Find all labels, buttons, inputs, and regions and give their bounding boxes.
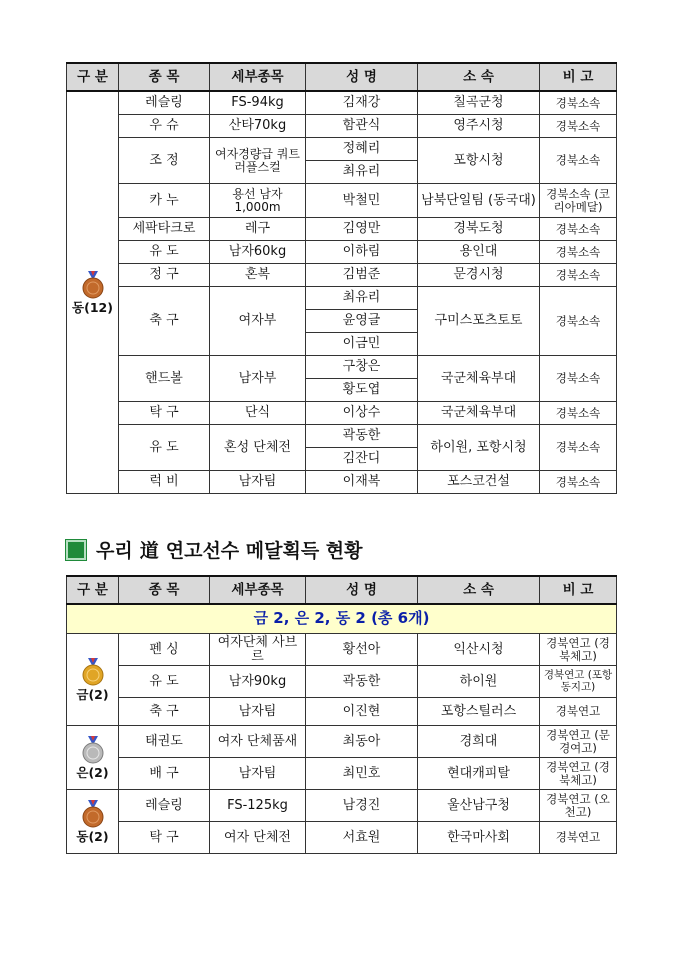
table-row [67,91,617,115]
sport-cell: 핸드볼 [119,356,210,402]
bronze-medal-icon [82,271,104,299]
bronze-medal-icon [82,800,104,828]
header-category: 구 분 [67,576,119,604]
table-row [67,264,617,287]
org-cell: 문경시청 [418,264,540,287]
note-cell: 경북연고 (포항동지고) [540,666,617,698]
table-row [67,115,617,138]
bronze-medal-table [66,62,617,494]
org-cell: 한국마사회 [418,822,540,854]
sport-cell: 유 도 [119,425,210,471]
note-cell: 경북연고 [540,698,617,726]
name-cell: 황도엽 [306,379,418,402]
grade-cell-silver [67,726,119,790]
name-cell: 구창은 [306,356,418,379]
sport-cell: 축 구 [119,698,210,726]
sport-cell: 조 정 [119,138,210,184]
name-cell: 김영만 [306,218,418,241]
table-row [67,822,617,854]
detail-cell: 남자팀 [210,758,306,790]
org-cell: 국군체육부대 [418,356,540,402]
detail-cell: 용선 남자1,000m [210,184,306,218]
name-cell: 최동아 [306,726,418,758]
name-cell: 이하림 [306,241,418,264]
section-title-c: 연고선수 메달획득 현황 [165,540,363,562]
name-cell: 서효원 [306,822,418,854]
table-row [67,241,617,264]
header-sport: 종 목 [119,576,210,604]
name-cell: 최유리 [306,287,418,310]
sport-cell: 배 구 [119,758,210,790]
header-sport: 종 목 [119,63,210,91]
sport-cell: 태권도 [119,726,210,758]
org-cell: 익산시청 [418,634,540,666]
detail-cell: 혼복 [210,264,306,287]
grade-cell-gold [67,634,119,726]
grade-label: 동(12) [72,299,113,315]
detail-cell: 레구 [210,218,306,241]
header-detail: 세부종목 [210,576,306,604]
section-title-b: 道 [139,540,159,562]
sport-cell: 축 구 [119,287,210,356]
sport-cell: 레슬링 [119,790,210,822]
note-cell: 경북소속 [540,264,617,287]
org-cell: 구미스포츠토토 [418,287,540,356]
name-cell: 박철민 [306,184,418,218]
name-cell: 이상수 [306,402,418,425]
detail-cell: 산타70kg [210,115,306,138]
table-row [67,287,617,310]
silver-medal-icon [82,736,104,764]
name-cell: 함관식 [306,115,418,138]
table-header-row [67,576,617,604]
grade-label: 금(2) [76,686,109,702]
name-cell: 최민호 [306,758,418,790]
name-cell: 김범준 [306,264,418,287]
table-row [67,698,617,726]
detail-cell: 남자부 [210,356,306,402]
grade-cell-bronze [67,790,119,854]
sport-cell: 탁 구 [119,402,210,425]
sport-cell: 탁 구 [119,822,210,854]
detail-cell: 여자 단체전 [210,822,306,854]
table-row [67,356,617,379]
table-row [67,218,617,241]
org-cell: 현대캐피탈 [418,758,540,790]
name-cell: 윤영글 [306,310,418,333]
grade-label: 동(2) [76,828,109,844]
table-row [67,402,617,425]
name-cell: 이진현 [306,698,418,726]
header-name: 성 명 [306,576,418,604]
name-cell: 황선아 [306,634,418,666]
detail-cell: 남자팀 [210,471,306,494]
sport-cell: 유 도 [119,666,210,698]
detail-cell: 여자 단체품새 [210,726,306,758]
detail-cell: FS-94kg [210,91,306,115]
org-cell: 용인대 [418,241,540,264]
org-cell: 남북단일팀 (동국대) [418,184,540,218]
header-note: 비 고 [540,576,617,604]
sport-cell: 정 구 [119,264,210,287]
detail-cell: 남자팀 [210,698,306,726]
note-cell: 경북소속 [540,402,617,425]
table-row [67,138,617,161]
note-cell: 경북소속 [540,115,617,138]
org-cell: 하이원, 포항시청 [418,425,540,471]
name-cell: 김잔디 [306,448,418,471]
sport-cell: 우 슈 [119,115,210,138]
org-cell: 칠곡군청 [418,91,540,115]
table-row [67,726,617,758]
org-cell: 국군체육부대 [418,402,540,425]
header-name: 성 명 [306,63,418,91]
name-cell: 정혜리 [306,138,418,161]
green-square-bullet-icon [66,540,86,560]
note-cell: 경북연고 (문경여고) [540,726,617,758]
sport-cell: 펜 싱 [119,634,210,666]
sport-cell: 유 도 [119,241,210,264]
detail-cell: 여자부 [210,287,306,356]
note-cell: 경북연고 (경북체고) [540,758,617,790]
table-row [67,184,617,218]
name-cell: 최유리 [306,161,418,184]
org-cell: 경북도청 [418,218,540,241]
org-cell: 포스코건설 [418,471,540,494]
table-row [67,758,617,790]
detail-cell: 남자60kg [210,241,306,264]
org-cell: 울산남구청 [418,790,540,822]
header-detail: 세부종목 [210,63,306,91]
note-cell: 경북소속 [540,91,617,115]
grade-label: 은(2) [76,764,109,780]
org-cell: 하이원 [418,666,540,698]
table-row [67,666,617,698]
sport-cell: 럭 비 [119,471,210,494]
grade-cell-bronze [67,91,119,494]
table-row [67,634,617,666]
header-category: 구 분 [67,63,119,91]
org-cell: 포항스틸러스 [418,698,540,726]
sport-cell: 카 누 [119,184,210,218]
sport-cell: 세팍타크로 [119,218,210,241]
local-athletes-medal-table [66,575,617,854]
gold-medal-icon [82,658,104,686]
header-org: 소 속 [418,63,540,91]
detail-cell: 남자90kg [210,666,306,698]
name-cell: 곽동한 [306,666,418,698]
note-cell: 경북소속 [540,138,617,184]
name-cell: 곽동한 [306,425,418,448]
name-cell: 김재강 [306,91,418,115]
name-cell: 이재복 [306,471,418,494]
detail-cell: FS-125kg [210,790,306,822]
sport-cell: 레슬링 [119,91,210,115]
org-cell: 경희대 [418,726,540,758]
table-row [67,425,617,448]
header-org: 소 속 [418,576,540,604]
detail-cell: 여자경량급 쿼트러플스컬 [210,138,306,184]
org-cell: 포항시청 [418,138,540,184]
note-cell: 경북소속 [540,218,617,241]
note-cell: 경북소속 [540,241,617,264]
note-cell: 경북소속 [540,471,617,494]
detail-cell: 혼성 단체전 [210,425,306,471]
table-row [67,471,617,494]
note-cell: 경북소속 [540,287,617,356]
note-cell: 경북연고 [540,822,617,854]
note-cell: 경북연고 (오천고) [540,790,617,822]
table-header-row [67,63,617,91]
detail-cell: 단식 [210,402,306,425]
medal-summary: 금 2, 은 2, 동 2 (총 6개) [67,604,617,634]
summary-row [67,604,617,634]
note-cell: 경북소속 [540,356,617,402]
table-row [67,790,617,822]
detail-cell: 여자단체 사브르 [210,634,306,666]
name-cell: 남경진 [306,790,418,822]
org-cell: 영주시청 [418,115,540,138]
section-title-a: 우리 [96,540,133,562]
note-cell: 경북연고 (경북체고) [540,634,617,666]
note-cell: 경북소속 (코리아메달) [540,184,617,218]
name-cell: 이금민 [306,333,418,356]
header-note: 비 고 [540,63,617,91]
note-cell: 경북소속 [540,425,617,471]
section-title [66,536,363,563]
